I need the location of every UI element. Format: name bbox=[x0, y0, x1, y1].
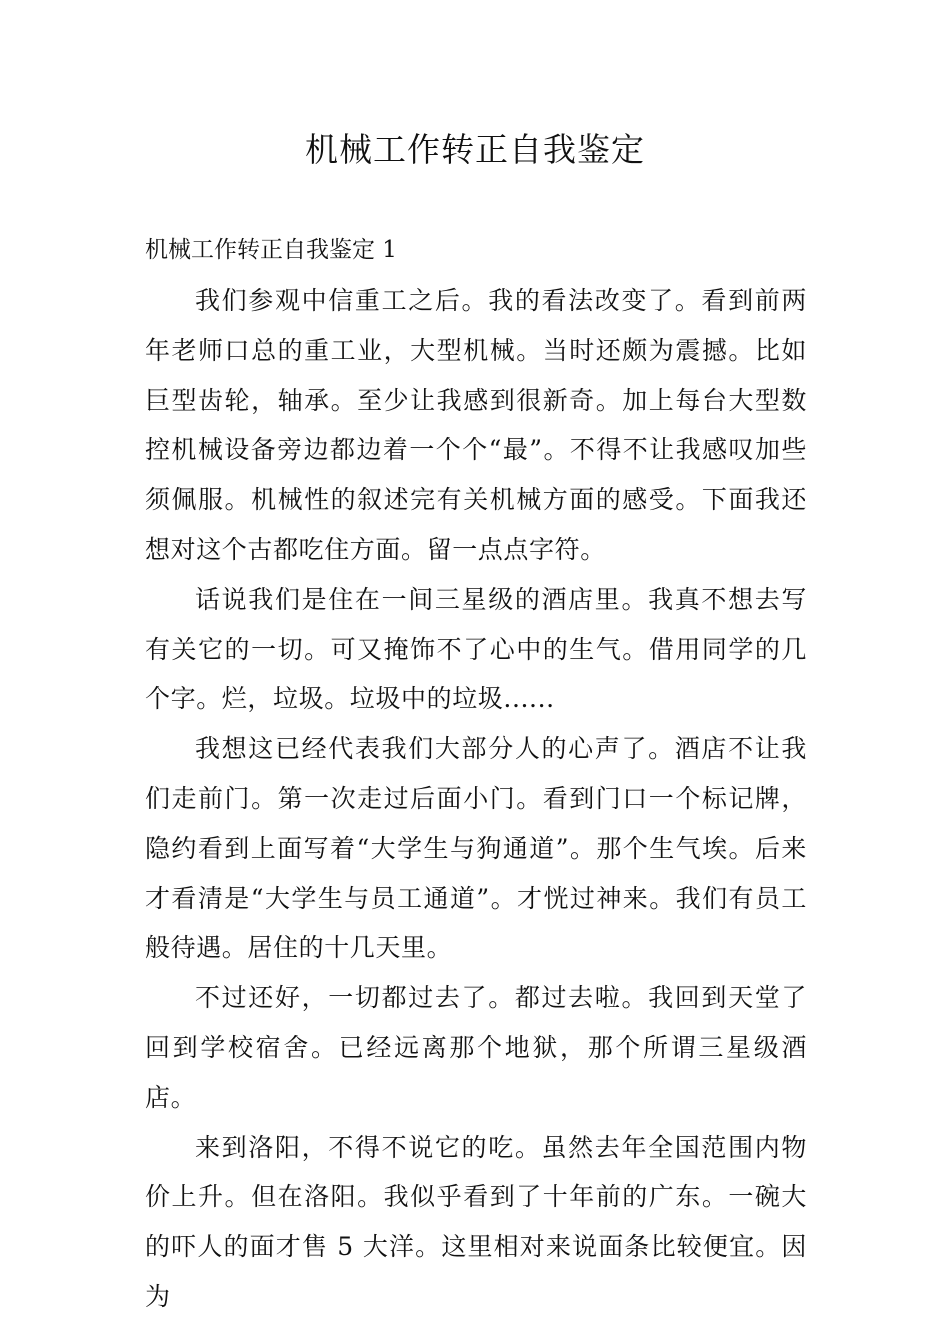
paragraph: 不过还好，一切都过去了。都过去啦。我回到天堂了回到学校宿舍。已经远离那个地狱，那个所谓三星级酒店。 bbox=[145, 983, 807, 1112]
paragraph: 来到洛阳，不得不说它的吃。虽然去年全国范围内物价上升。但在洛阳。我似乎看到了十年前的广东。一碗大的吓人的面才售 5 大洋。这里相对来说面条比较便宜。因为 bbox=[145, 1132, 807, 1311]
document-title: 机械工作转正自我鉴定 bbox=[305, 130, 645, 169]
paragraph: 我想这已经代表我们大部分人的心声了。酒店不让我们走前门。第一次走过后面小门。看到门口一个标记牌，隐约看到上面写着“大学生与狗通道”。那个生气埃。后来才看清是“大学生与员工通道”。才恍过神来。我们有员工般待遇。居住的十几天里。 bbox=[145, 734, 807, 963]
paragraph: 我们参观中信重工之后。我的看法改变了。看到前两年老师口总的重工业，大型机械。当时还颇为震撼。比如巨型齿轮，轴承。至少让我感到很新奇。加上每台大型数控机械设备旁边都边着一个个“最”。不得不让我感叹加些须佩服。机械性的叙述完有关机械方面的感受。下面我还想对这个古都吃住方面。留一点点字符。 bbox=[145, 286, 807, 564]
section-heading: 机械工作转正自我鉴定 1 bbox=[145, 237, 397, 263]
paragraph: 话说我们是住在一间三星级的酒店里。我真不想去写有关它的一切。可又掩饰不了心中的生气。借用同学的几个字。烂，垃圾。垃圾中的垃圾...... bbox=[145, 584, 807, 714]
document-body bbox=[145, 276, 807, 1322]
